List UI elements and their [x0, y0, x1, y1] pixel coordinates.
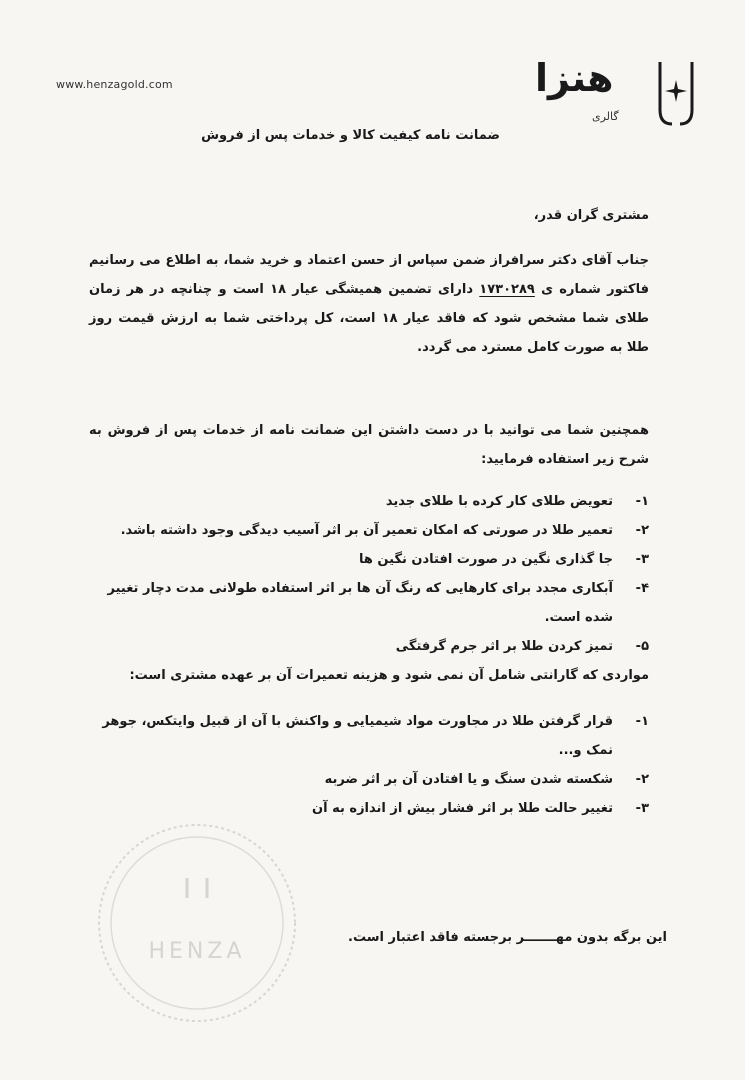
list-item [89, 545, 649, 574]
list-number: ۲- [635, 772, 649, 787]
exclusions-list [89, 707, 649, 823]
list-number: ۵- [635, 639, 649, 654]
list-text: تمیز کردن طلا بر اثر جرم گرفتگی [395, 639, 613, 654]
services-list [89, 487, 649, 661]
list-text: قرار گرفتن طلا در مجاورت مواد شیمیایی و واکنش با آن از قبیل وایتکس، جوهر نمک و... [102, 714, 613, 758]
list-item [89, 765, 649, 794]
list-text: جا گذاری نگین در صورت افتادن نگین ها [359, 552, 613, 567]
footer-note: این برگه بدون مهـــــــر برجسته فاقد اعتبار است. [348, 930, 667, 945]
list-number: ۱- [635, 494, 649, 509]
paragraph-guarantee-part2: دارای تضمین همیشگی عیار ۱۸ است و چنانچه در هر زمان طلای شما مشخص شود که فاقد عیار ۱۸ است، کل پرداختی شما به ارزش قیمت روز طلا به صورت کامل مسترد می گردد. [89, 282, 649, 355]
list-text: آبکاری مجدد برای کارهایی که رنگ آن ها بر اثر استفاده طولانی مدت دچار تغییر شده است. [107, 581, 613, 625]
document-title: ضمانت نامه کیفیت کالا و خدمات پس از فروش [201, 128, 500, 143]
list-number: ۳- [635, 801, 649, 816]
list-text: تغییر حالت طلا بر اثر فشار بیش از اندازه به آن [312, 801, 613, 816]
list-number: ۱- [635, 714, 649, 729]
salutation: مشتری گران قدر، [533, 208, 649, 223]
list-item [89, 516, 649, 545]
logo-name: هنزا [535, 56, 614, 100]
paragraph-guarantee-part1: جناب آقای دکتر سرافراز ضمن سپاس از حسن اعتماد و خرید شما، به اطلاع می رسانیم فاکتور شماره ی [89, 253, 649, 297]
list-item [89, 574, 649, 632]
list-text: شکسته شدن سنگ و یا افتادن آن بر اثر ضربه [324, 772, 613, 787]
website-url: www.henzagold.com [56, 78, 173, 91]
list-text: تعویض طلای کار کرده با طلای جدید [385, 494, 613, 509]
list-number: ۳- [635, 552, 649, 567]
exclusions-heading: مواردی که گارانتی شامل آن نمی شود و هزینه تعمیرات آن بر عهده مشتری است: [129, 668, 649, 683]
list-item [89, 707, 649, 765]
invoice-number: ۱۷۳۰۲۸۹ [479, 282, 535, 297]
paragraph-guarantee [89, 246, 649, 362]
list-text: تعمیر طلا در صورتی که امکان تعمیر آن بر اثر آسیب دیدگی وجود داشته باشد. [120, 523, 613, 538]
paragraph-services-intro: همچنین شما می توانید با در دست داشتن این ضمانت نامه از خدمات پس از فروش به شرح زیر استفاده فرمایید: [89, 423, 649, 467]
list-item [89, 632, 649, 661]
list-item [89, 487, 649, 516]
list-number: ۲- [635, 523, 649, 538]
embossed-seal [92, 818, 302, 1028]
henza-logo-mark [652, 58, 700, 128]
seal-text: HENZA [148, 939, 246, 964]
logo-subtitle: گالری [592, 110, 619, 123]
list-number: ۴- [635, 581, 649, 596]
